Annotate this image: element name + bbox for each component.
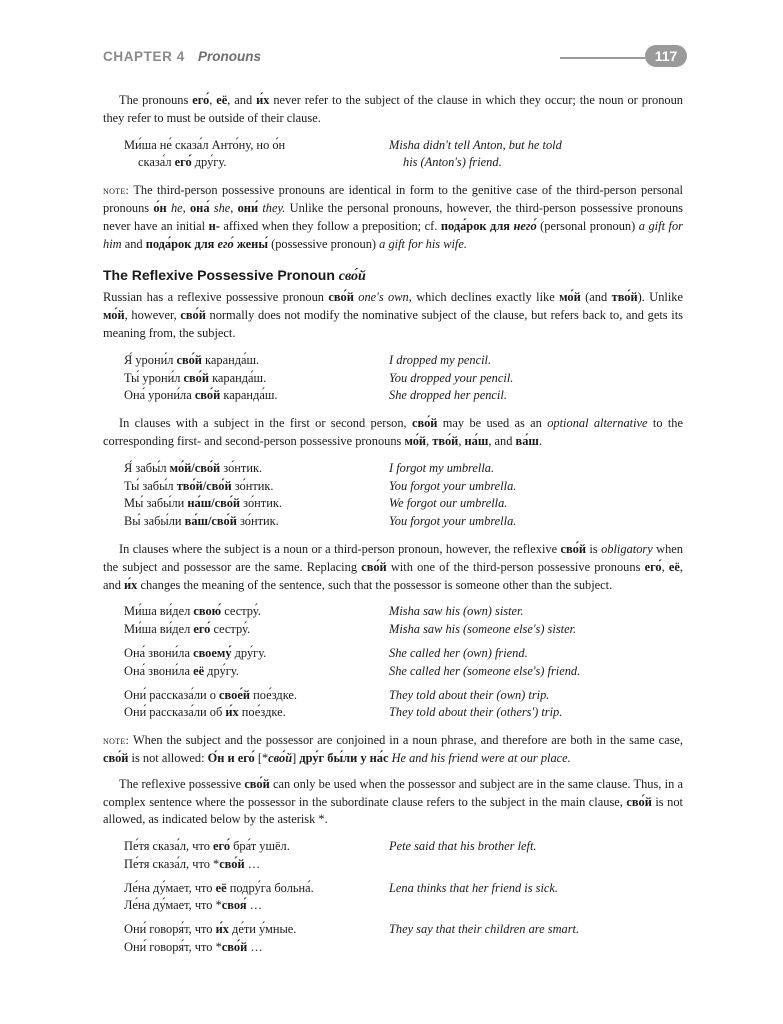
example-row xyxy=(124,663,683,681)
russian-example: Они́ рассказа́ли о свое́й пое́здке. xyxy=(124,687,298,702)
example-row xyxy=(124,370,683,388)
running-head xyxy=(103,48,683,68)
example-row xyxy=(124,387,683,405)
english-translation: She called her (someone else's) friend. xyxy=(389,663,581,678)
example-row xyxy=(124,939,683,957)
note-2: note: When the subject and the possessor are conjoined in a noun phrase, and therefore are both in the same case, сво́й is not allowed: О́н и его́ [*сво́й] дру́г бы́ли у на́с He and his friend were at our place. xyxy=(103,733,683,765)
english-translation: They told about their (own) trip. xyxy=(389,687,550,702)
note-1: note: The third-person possessive pronouns are identical in form to the genitive case of the third-person personal pronouns о́н he, она́ she, они́ they. Unlike the personal pronouns, however, the third-person possessive pronouns never have an initial н- affixed when they follow a preposition; cf. пода́рок для него́ (personal pronoun) a gift for him and пода́рок для его́ жены́ (possessive pronoun) a gift for his wife. xyxy=(103,183,683,251)
english-translation: We forgot our umbrella. xyxy=(389,496,508,511)
russian-example: Пе́тя сказа́л, что его́ бра́т ушёл. xyxy=(124,839,290,854)
russian-example: Я́ забы́л мо́й/сво́й зо́нтик. xyxy=(124,460,263,475)
example-row xyxy=(124,137,683,155)
english-translation: You dropped your pencil. xyxy=(389,370,514,385)
russian-example: Они́ говоря́т, что и́х де́ти у́мные. xyxy=(124,922,297,937)
example-row xyxy=(124,897,683,915)
paragraph-4: In clauses where the subject is a noun or a third-person pronoun, however, the reflexive сво́й is obligatory when the subject and possessor are the same. Replacing сво́й with one of the third-person possessive pronouns его́, её, and и́х changes the meaning of the sentence, such that the possessor is someone other than the subject. xyxy=(103,541,683,592)
english-translation: Misha saw his (own) sister. xyxy=(389,604,524,619)
english-translation: You forgot your umbrella. xyxy=(389,514,517,529)
english-translation: Pete said that his brother left. xyxy=(389,839,537,854)
example-row xyxy=(124,704,683,722)
example-row xyxy=(124,352,683,370)
example-row xyxy=(124,513,683,531)
example-row xyxy=(124,603,683,621)
example-block-4 xyxy=(124,603,683,722)
paragraph-2: Russian has a reflexive possessive pronoun сво́й one's own, which declines exactly like мо́й (and тво́й). Unlike мо́й, however, сво́й normally does not modify the nominative subject of the clause, but refers back to, and gets its meaning from, the subject. xyxy=(103,290,684,340)
russian-example: Ле́на ду́мает, что её подру́га больна́. xyxy=(124,880,314,895)
russian-example: Вы́ забы́ли ва́ш/сво́й зо́нтик. xyxy=(124,514,279,529)
russian-example: сказа́л его́ дру́гу. xyxy=(138,155,227,170)
example-row xyxy=(124,645,683,663)
russian-example: Они́ рассказа́ли об и́х пое́здке. xyxy=(124,705,286,720)
russian-example: Пе́тя сказа́л, что *сво́й … xyxy=(124,856,261,871)
english-translation: Misha didn't tell Anton, but he told xyxy=(389,137,562,152)
section-title: Pronouns xyxy=(198,49,261,64)
english-translation: his (Anton's) friend. xyxy=(403,155,502,170)
english-translation: I forgot my umbrella. xyxy=(389,460,495,475)
example-row xyxy=(124,880,683,898)
english-translation: She called her (own) friend. xyxy=(389,645,528,660)
english-translation: You forgot your umbrella. xyxy=(389,478,517,493)
page-body xyxy=(103,92,683,967)
paragraph-3: In clauses with a subject in the first or second person, сво́й may be used as an optional alternative to the corresponding first- and second-person possessive pronouns мо́й, тво́й, на́ш, and ва́ш. xyxy=(103,416,683,448)
russian-example: Мы́ забы́ли на́ш/сво́й зо́нтик. xyxy=(124,496,282,511)
english-translation: Lena thinks that her friend is sick. xyxy=(389,880,558,895)
example-block-3 xyxy=(124,460,683,531)
example-row xyxy=(124,478,683,496)
russian-example: Ле́на ду́мает, что *своя́ … xyxy=(124,898,263,913)
russian-example: Она́ звони́ла её дру́гу. xyxy=(124,663,239,678)
russian-example: Ты́ забы́л тво́й/сво́й зо́нтик. xyxy=(124,478,274,493)
russian-example: Они́ говоря́т, что *сво́й … xyxy=(124,940,263,955)
example-block-5 xyxy=(124,838,683,957)
example-row xyxy=(124,921,683,939)
english-translation: She dropped her pencil. xyxy=(389,388,507,403)
example-block-2 xyxy=(124,352,683,405)
paragraph-1: The pronouns его́, её, and и́х never refer to the subject of the clause in which they occur; the noun or pronoun they refer to must be outside of their clause. xyxy=(103,93,683,125)
russian-example: Она́ звони́ла своему́ дру́гу. xyxy=(124,645,267,660)
english-translation: They told about their (others') trip. xyxy=(389,705,563,720)
page-number-badge: 117 xyxy=(645,45,687,67)
russian-example: Ми́ша ви́дел его́ сестру́. xyxy=(124,622,251,637)
chapter-label: CHAPTER 4 xyxy=(103,49,185,64)
russian-example: Она́ урони́ла сво́й каранда́ш. xyxy=(124,388,278,403)
english-translation: I dropped my pencil. xyxy=(389,352,492,367)
russian-example: Ты́ урони́л сво́й каранда́ш. xyxy=(124,370,267,385)
example-row xyxy=(124,621,683,639)
russian-example: Ми́ша не́ сказа́л Анто́ну, но о́н xyxy=(124,137,286,152)
example-row xyxy=(124,154,683,172)
russian-example: Ми́ша ви́дел свою́ сестру́. xyxy=(124,604,261,619)
example-row xyxy=(124,856,683,874)
example-row xyxy=(124,838,683,856)
header-rule xyxy=(560,57,650,59)
example-row xyxy=(124,495,683,513)
english-translation: Misha saw his (someone else's) sister. xyxy=(389,622,577,637)
example-row xyxy=(124,687,683,705)
russian-example: Я́ урони́л сво́й каранда́ш. xyxy=(124,352,260,367)
paragraph-5: The reflexive possessive сво́й can only be used when the possessor and subject are in the same clause. Thus, in a complex sentence where the possessor in the subordinate clause refers to the subject in the main clause, сво́й is not allowed, as indicated below by the asterisk *. xyxy=(103,776,683,827)
section-heading: The Reflexive Possessive Pronoun сво́й xyxy=(103,267,366,285)
english-translation: They say that their children are smart. xyxy=(389,922,580,937)
example-block-1 xyxy=(124,137,683,173)
example-row xyxy=(124,460,683,478)
